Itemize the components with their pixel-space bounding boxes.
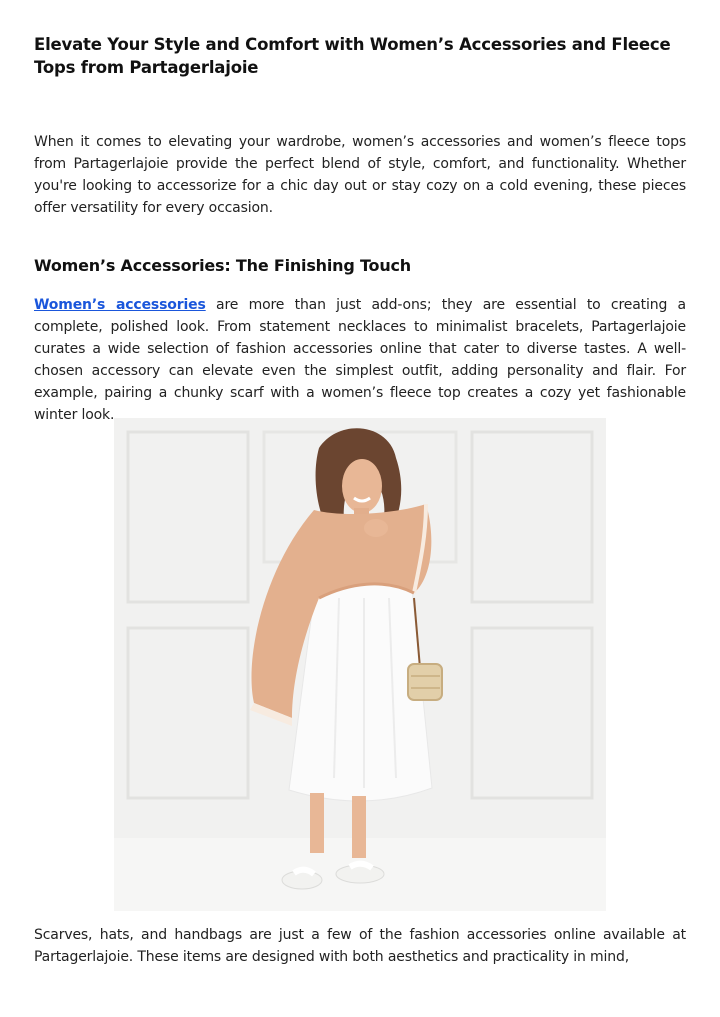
product-photo xyxy=(114,418,606,911)
accessories-paragraph-text: are more than just add-ons; they are essential to creating a complete, polished look. From statement necklaces to minimalist bracelets, Partagerlajoie curates a wide selection of fashion accessories online that cater to diverse tastes. A well-chosen accessory can elevate even the simplest outfit, adding personality and flair. For example, pairing a chunky scarf with a women’s fleece top creates a cozy yet fashionable winter look. xyxy=(34,297,686,423)
page-title: Elevate Your Style and Comfort with Women’s Accessories and Fleece Tops from Partagerlajoie xyxy=(34,35,671,77)
section-heading: Women’s Accessories: The Finishing Touch xyxy=(34,256,411,275)
womens-accessories-link[interactable]: Women’s accessories xyxy=(34,297,206,313)
closing-paragraph: Scarves, hats, and handbags are just a few of the fashion accessories online available at Partagerlajoie. These items are designed with both aesthetics and practicality in mind, xyxy=(34,927,686,965)
accessories-paragraph xyxy=(34,294,686,426)
intro-paragraph: When it comes to elevating your wardrobe, women’s accessories and women’s fleece tops from Partagerlajoie provide the perfect blend of style, comfort, and functionality. Whether you're looking to accessorize for a chic day out or stay cozy on a cold evening, these pieces offer versatility for every occasion. xyxy=(34,134,686,216)
woman-in-wrap-photo xyxy=(114,418,606,911)
